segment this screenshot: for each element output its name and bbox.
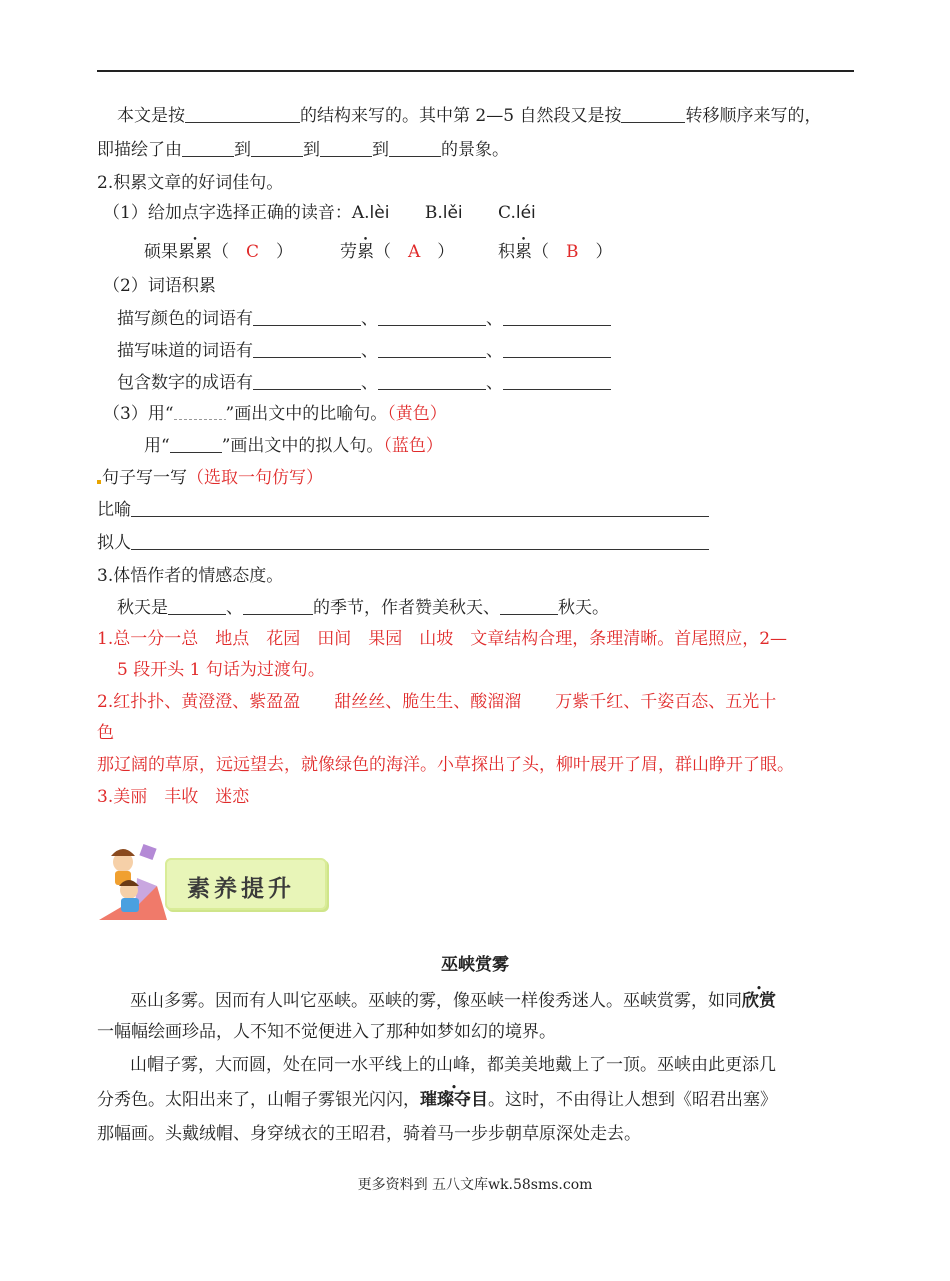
blank[interactable] <box>389 138 441 157</box>
answer-2-line1: 2.红扑扑、黄澄澄、紫盈盈 甜丝丝、脆生生、酸溜溜 万紫千红、千姿百态、五光十 <box>97 692 777 712</box>
q1-line1: 本文是按 的结构来写的。其中第 2—5 自然段又是按 转移顺序来写的， <box>117 106 822 126</box>
answer-1-line1: 1.总一分一总 地点 花园 田间 果园 山坡 文章结构合理，条理清晰。首尾照应，2— <box>97 629 788 649</box>
simile-row: 比喻 <box>97 498 709 522</box>
answer-2-line3: 那辽阔的草原，远远望去，就像绿色的海洋。小草探出了头，柳叶展开了眉，群山睁开了眼。 <box>97 755 794 775</box>
blank[interactable] <box>251 138 303 157</box>
section-banner <box>97 838 337 928</box>
q2-p1-prompt: （1）给加点字选择正确的读音：A.lèi B.lěi C.léi <box>103 203 536 223</box>
q2-word-2: 劳累（ A ） <box>340 242 455 262</box>
q2-p2-heading: （2）词语积累 <box>103 276 216 296</box>
blank[interactable] <box>182 138 234 157</box>
blank[interactable] <box>621 104 685 123</box>
q2-p3-line2: 用“ ”画出文中的拟人句。（蓝色） <box>144 436 443 456</box>
passage-p2-line1: 山帽子雾，大而圆，处在同一水平线上的山峰，都美美地戴上了一顶。巫峡由此更添几 <box>130 1055 776 1075</box>
wavy-underline-sample <box>174 406 226 420</box>
imitate-heading: 句子写一写（选取一句仿写） <box>97 466 323 490</box>
q1-line2: 即描绘了由 到 到 到 的景象。 <box>97 140 509 160</box>
passage-p1-line1: 巫山多雾。因而有人叫它巫峡。巫峡的雾，像巫峡一样俊秀迷人。巫峡赏雾，如同欣赏 <box>130 991 776 1011</box>
blank[interactable] <box>320 138 372 157</box>
q2-word-1: 硕果累累（ C ） <box>144 242 294 262</box>
answer-2-line2: 色 <box>97 723 114 743</box>
footer-link[interactable]: 更多资料到 五八文库wk.58sms.com <box>357 1177 593 1193</box>
passage-p2-line2: 分秀色。太阳出来了，山帽子雾银光闪闪，璀璨夺目。这时，不由得让人想到《昭君出塞》 <box>97 1090 777 1110</box>
blank[interactable] <box>185 104 300 123</box>
passage-p1-line2: 一幅幅绘画珍品，人不知不觉便进入了那种如梦如幻的境界。 <box>97 1022 556 1042</box>
personify-answer-line[interactable] <box>131 531 709 550</box>
q2-word-3: 积累（ B ） <box>498 242 613 262</box>
simile-answer-line[interactable] <box>131 498 709 517</box>
q2-p2-row: 包含数字的成语有 、 、 <box>117 371 611 395</box>
q2-heading: 2.积累文章的好词佳句。 <box>97 173 284 193</box>
marker-icon <box>97 480 101 484</box>
q2-p2-row: 描写味道的词语有 、 、 <box>117 339 611 363</box>
banner-text: 素养提升 <box>187 876 295 902</box>
passage-title: 巫峡赏雾 <box>441 955 509 975</box>
passage-p2-line3: 那幅画。头戴绒帽、身穿绒衣的王昭君，骑着马一步步朝草原深处走去。 <box>97 1124 641 1144</box>
header-rule <box>97 70 854 72</box>
answer-3: 3.美丽 丰收 迷恋 <box>97 787 250 807</box>
answer-1-line2: 5 段开头 1 句话为过渡句。 <box>117 660 325 680</box>
q2-p3-line1: （3）用“ ”画出文中的比喻句。（黄色） <box>103 404 447 424</box>
personify-row: 拟人 <box>97 531 709 555</box>
q3-line: 秋天是 、 的季节，作者赞美秋天、 秋天。 <box>117 598 609 618</box>
q3-heading: 3.体悟作者的情感态度。 <box>97 566 284 586</box>
q2-p2-row: 描写颜色的词语有 、 、 <box>117 307 611 331</box>
